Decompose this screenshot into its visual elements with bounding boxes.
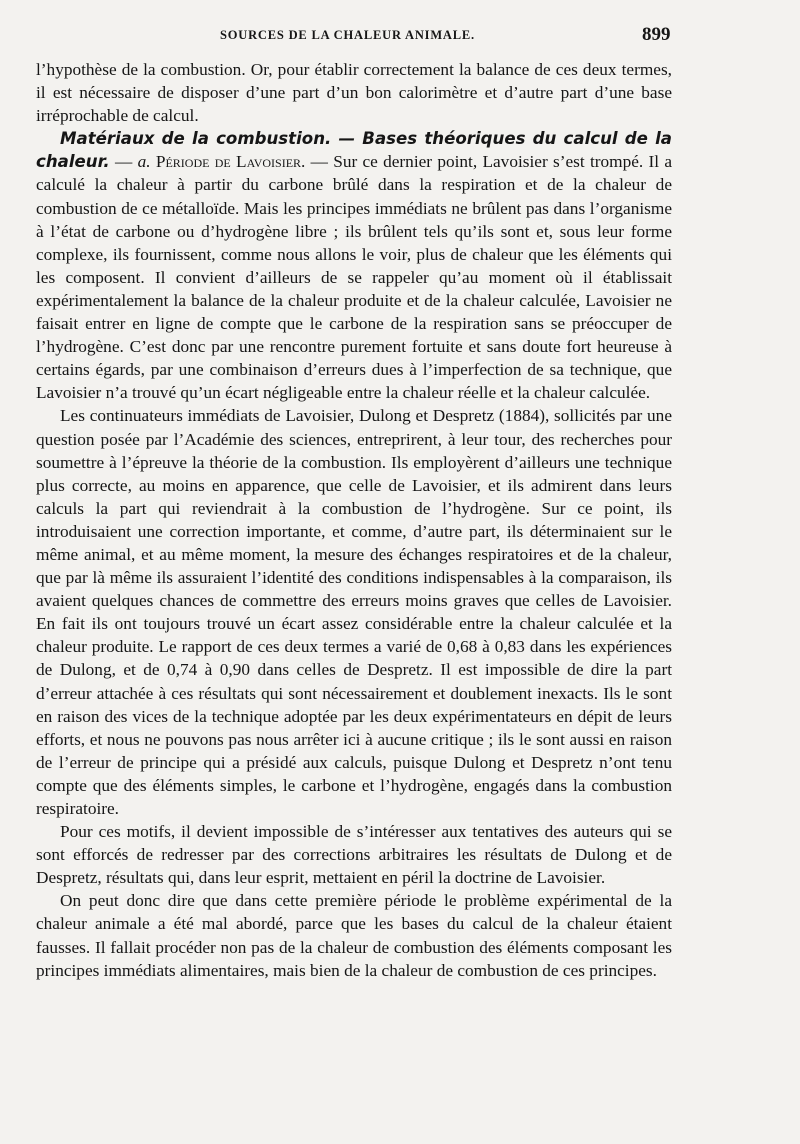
period-title: Période de Lavoisier. xyxy=(155,152,306,172)
paragraph-4: Pour ces motifs, il devient impossible de s’intéresser aux tentatives des auteurs qui se sont efforcés de redresser par des corrections arbitraires les résultats de Dulong et de Despretz, résultats qui, dans leur esprit, mettaient en péril la doctrine de Lavoisier. xyxy=(36,822,672,888)
body-text xyxy=(36,58,672,982)
section-label: a. xyxy=(137,152,151,172)
paragraph-2 xyxy=(36,127,672,404)
paragraph-2-text: — Sur ce dernier point, Lavoisier s’est trompé. Il a calculé la chaleur à partir du carbone brûlé dans la respiration et de la chaleur de combustion de ce métalloïde. Mais les principes immédiats ne brûlent pas dans l’organisme à l’état de carbone ou d’hydrogène libre ; ils brûlent tels qu’ils sont et, sous leur forme complexe, ils fournissent, comme nous allons le voir, plus de chaleur que les éléments qui les composent. Il convient d’ailleurs de se rappeler qu’au moment où il établissait expérimentalement la balance de la chaleur produite et de la chaleur calculée, Lavoisier ne faisait entrer en ligne de compte que le carbone de la respiration sans se préoccuper de l’hydrogène. C’est donc par une rencontre purement fortuite et sans doute fort heureuse à certains égards, par une combinaison d’erreurs dues à l’imperfection de sa technique, que Lavoisier n’a trouvé qu’un écart négligeable entre la chaleur réelle et la chaleur calculée. xyxy=(36,152,673,403)
running-header xyxy=(30,24,671,48)
paragraph-1: l’hypothèse de la combustion. Or, pour établir correctement la balance de ces deux termes, il est nécessaire de disposer d’une part d’un bon calorimètre et d’autre part d’une base irréprochable de calcul. xyxy=(36,60,672,126)
section-heading: Matériaux de la combustion. — Bases théoriques du calcul de la chaleur. xyxy=(36,129,672,172)
page-number: 899 xyxy=(642,24,671,45)
heading-dash: — xyxy=(109,152,138,172)
paragraph-5: On peut donc dire que dans cette première période le problème expérimental de la chaleur animale a été mal abordé, parce que les bases du calcul de la chaleur étaient fausses. Il fallait procéder non pas de la chaleur de combustion des éléments composant les principes immédiats alimentaires, mais bien de la chaleur de combustion de ces principes. xyxy=(36,891,672,980)
running-title: SOURCES DE LA CHALEUR ANIMALE. xyxy=(220,28,475,42)
paragraph-3: Les continuateurs immédiats de Lavoisier, Dulong et Despretz (1884), sollicités par une question posée par l’Académie des sciences, entreprirent, à leur tour, des recherches pour soumettre à l’épreuve la théorie de la combustion. Ils employèrent d’ailleurs une technique plus correcte, au moins en apparence, que celle de Lavoisier, et ils admirent dans leurs calculs la part qui reviendrait à la combustion de l’hydrogène. Sur ce point, ils introduisaient une correction importante, et comme, d’autre part, ils déterminaient sur le même animal, et au même moment, la mesure des échanges respiratoires et de la chaleur, que par là même ils assuraient l’identité des conditions indispensables à la comparaison, ils avaient quelques chances de commettre des erreurs moins graves que celles de Lavoisier. En fait ils ont toujours trouvé un écart assez considérable entre la chaleur calculée et la chaleur produite. Le rapport de ces deux termes a varié de 0,68 à 0,83 dans les expériences de Dulong, et de 0,74 à 0,90 dans celles de Despretz. Il est impossible de dire la part d’erreur attachée à ces résultats qui sont nécessairement et doublement inexacts. Ils le sont en raison des vices de la technique adoptée par les deux expérimentateurs en dépit de leurs efforts, et nous ne pouvons pas nous arrêter ici à aucune critique ; ils le sont aussi en raison de l’erreur de principe qui a présidé aux calculs, puisque Dulong et Despretz n’ont tenu compte que des éléments simples, le carbone et l’hydrogène, engagés dans la combustion respiratoire. xyxy=(36,406,672,818)
